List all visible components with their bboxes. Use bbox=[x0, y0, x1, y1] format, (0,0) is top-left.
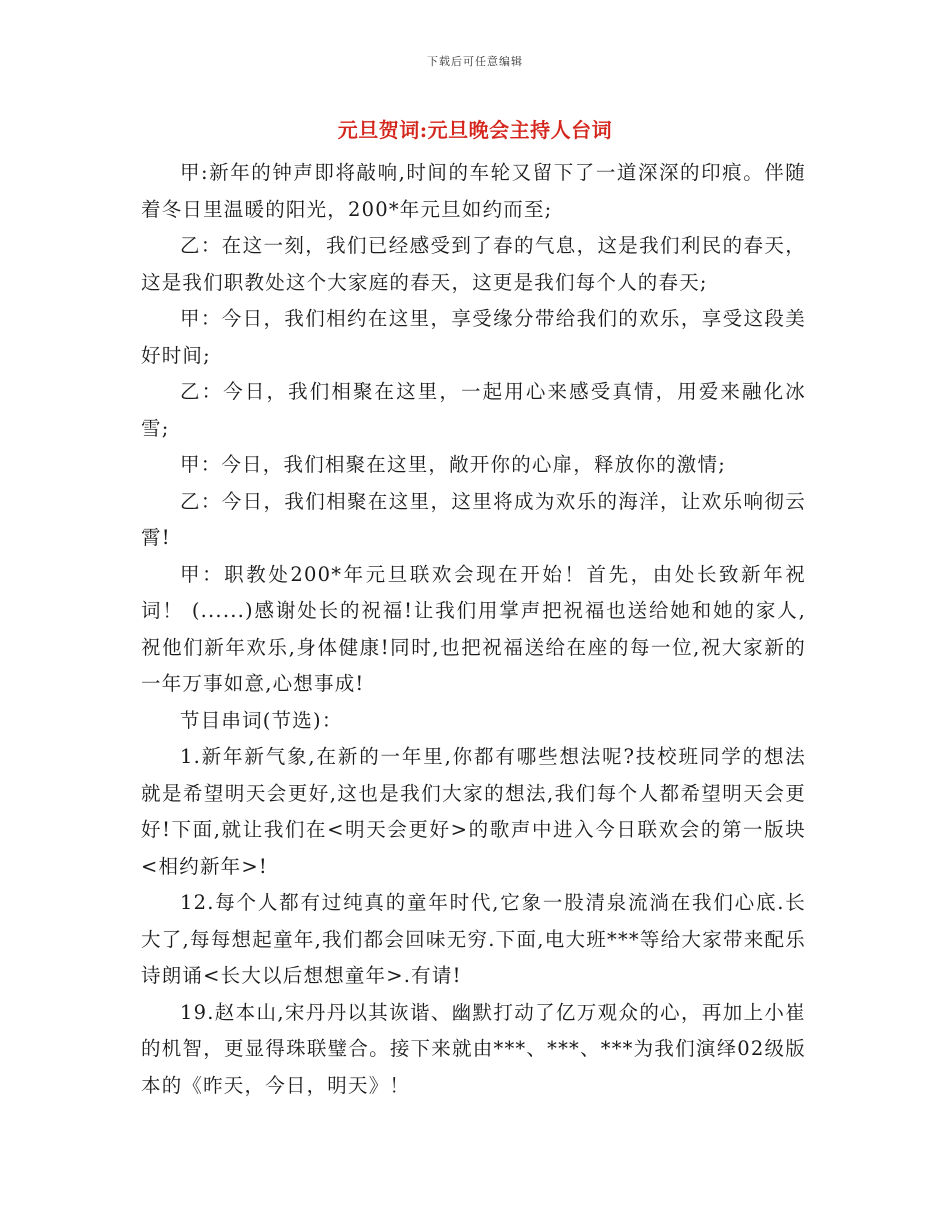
header-note: 下载后可任意编辑 bbox=[427, 55, 523, 68]
paragraph-6: 乙：今日，我们相聚在这里，这里将成为欢乐的海洋，让欢乐响彻云霄! bbox=[141, 489, 806, 549]
paragraph-item-12: 12.每个人都有过纯真的童年时代,它象一股清泉流淌在我们心底.长大了,每每想起童年,我们都会回味无穷.下面,电大班***等给大家带来配乐诗朗诵<长大以后想想童年>.有请! bbox=[141, 891, 806, 987]
paragraph-5: 甲：今日，我们相聚在这里，敞开你的心扉，释放你的激情; bbox=[180, 453, 726, 476]
document-title: 元旦贺词:元旦晚会主持人台词 bbox=[337, 118, 613, 142]
paragraph-3: 甲：今日，我们相约在这里，享受缘分带给我们的欢乐，享受这段美好时间; bbox=[141, 307, 806, 367]
section-heading: 节目串词(节选)： bbox=[180, 708, 343, 732]
paragraph-7: 甲：职教处200*年元旦联欢会现在开始！首先，由处长致新年祝词！ (......)感谢处长的祝福!让我们用掌声把祝福也送给她和她的家人,祝他们新年欢乐,身体健康!同时,也把祝福送给在座的每一位,祝大家新的一年万事如意,心想事成! bbox=[141, 562, 806, 695]
paragraph-4: 乙：今日，我们相聚在这里，一起用心来感受真情，用爱来融化冰雪; bbox=[141, 380, 806, 440]
paragraph-1: 甲:新年的钟声即将敲响,时间的车轮又留下了一道深深的印痕。伴随着冬日里温暖的阳光，200*年元旦如约而至; bbox=[141, 161, 806, 221]
document-body bbox=[141, 155, 806, 1104]
paragraph-2: 乙：在这一刻，我们已经感受到了春的气息，这是我们利民的春天，这是我们职教处这个大家庭的春天，这更是我们每个人的春天; bbox=[141, 234, 806, 294]
paragraph-item-19: 19.赵本山,宋丹丹以其诙谐、幽默打动了亿万观众的心，再加上小崔的机智，更显得珠联璧合。接下来就由***、***、***为我们演绎02级版本的《昨天，今日，明天》！ bbox=[141, 1000, 806, 1097]
paragraph-item-1: 1.新年新气象,在新的一年里,你都有哪些想法呢?技校班同学的想法就是希望明天会更好,这也是我们大家的想法,我们每个人都希望明天会更好!下面,就让我们在<明天会更好>的歌声中进入今日联欢会的第一版块<相约新年>! bbox=[141, 745, 806, 878]
